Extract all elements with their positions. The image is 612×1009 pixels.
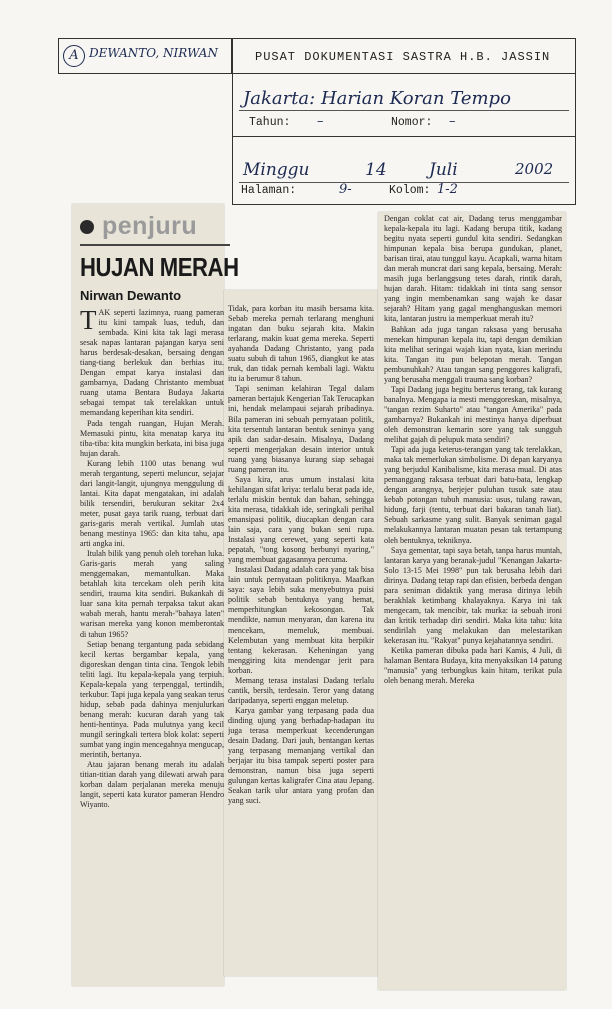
- article-paragraph: Memang terasa instalasi Dadang terlalu cantik, bersih, terdesain. Teror yang datang daripadanya, seperti enggan meletup.: [228, 675, 374, 705]
- article-headline: HUJAN MERAH: [80, 252, 239, 282]
- source-form: [232, 72, 576, 205]
- article-paragraph: Tidak, para korban itu masih bersama kita. Sebab mereka pernah terlarang menghuni ingatan dan buku sejarah kita. Makin terlarang, makin kuat gema mereka. Seperti ayahanda Dadang Christanto, yang pada suatu subuh di tahun 1965, diangkut ke atas truk, dan tidak pernah kembali lagi. Waktu itu ia berumur 8 tahun.: [228, 304, 374, 384]
- article-paragraph: Saya gementar, tapi saya betah, tanpa harus muntah, lantaran karya yang beranak-judul "Kenangan Jakarta-Solo 13-15 Mei 1998" pun tak berusaha lebih dari dirinya. Dadang tetap rapi dan efisien, berbeda dengan para seniman didaktik yang merasa dirinya lebih berakhlak ketimbang khalayaknya. Karya ini tak mengecam, tak mencibir, tak murka: ia sebuah ironi dan kritik terhadap diri sendiri. Maka kita tahu: kita sendirilah yang melakukan dan melestarikan kekerasan itu. "Rakyat" punya kejahatannya sendiri.: [384, 545, 562, 645]
- article-paragraph: Karya gambar yang terpasang pada dua dinding ujung yang berhadap-hadapan itu juga terasa memperkuat kecenderungan desain Dadang. Dari jauh, bentangan kertas yang terpasang memanjang vertikal dan berjajar itu bisa tampak seperti poster para demonstran, namun bisa juga seperti gulungan kertas kaligrafer Cina atau Jepang. Seakan tarik ulur antara yang profan dan yang suci.: [228, 705, 374, 806]
- article-paragraph: [80, 308, 224, 419]
- article-paragraph: Atau jajaran benang merah itu adalah titian-titian darah yang dilewati arwah para korban dalam perjalanan mereka menuju langit, seperti kata kurator pameran Hendro Wiyanto.: [80, 760, 224, 810]
- date-month: Juli: [429, 160, 458, 180]
- kolom-label: Kolom:: [389, 184, 431, 197]
- headline-rule: [80, 244, 230, 246]
- rubric-label: penjuru: [102, 212, 198, 240]
- article-paragraph: Tapi seniman kelahiran Tegal dalam pameran bertajuk Kengerian Tak Terucapkan ini, hendak melampaui sejarah pribadinya. Bila pameran ini sebuah pernyataan politik, kita tersentuh lantaran bentuk seninya yang apik dan sadar-desain. Misalnya, Dadang seperti mengerjakan desain interior untuk ruang yang biasanya kurang siap sebagai ruang pameran itu.: [228, 384, 374, 474]
- source-line: [239, 110, 569, 111]
- paragraph-text: AK seperti lazimnya, ruang pameran itu kini tampak luas, teduh, dan sembada. Kini kita tak lagi merasa sesak napas lantaran pajangan karya seni harus berdesak-desakan, bersaing dengan tiang-tiang berlekuk dan berhias itu. Dengan empat karya instalasi dan gambarnya, Dadang Christanto membuat ruang utama Bentara Budaya Jakarta sebagai tempat tak terelakkan untuk memandang keperihan kita sendiri.: [80, 308, 224, 418]
- archive-title: PUSAT DOKUMENTASI SASTRA H.B. JASSIN: [255, 50, 551, 64]
- date-number: 14: [365, 160, 387, 180]
- article-paragraph: Pada tengah ruangan, Hujan Merah. Memasuki pintu, kita menatap karya itu tiba-tiba: kita mungkin berkata, ini bisa juga hujan darah.: [80, 418, 224, 458]
- article-paragraph: Saya kira, arus umum instalasi kita kehilangan sifat kriya: terlalu berat pada ide, terlalu miskin bentuk dan bahan, sehingga kita merasa, tidakkah ide, seringkali perihal emansipasi politik, diucapkan dengan cara lain saja, cara yang bukan seni rupa. Instalasi yang cerewet, yang seperti kata pepatah, "tong kosong berbunyi nyaring," yang membuat gagasannya percuma.: [228, 474, 374, 565]
- article-column-2: [228, 304, 374, 972]
- tahun-label: Tahun:: [249, 116, 291, 129]
- halaman-label: Halaman:: [241, 184, 297, 197]
- rubric-bullet-icon: [80, 220, 94, 234]
- article-paragraph: Bahkan ada juga tangan raksasa yang berusaha menekan himpunan kepala itu, tapi dengan demikian kita melihat seringai wajah kian nyata, kian merindu kita. Tangan itu pun belepotan merah. Tangan pembunuhkah? Atau tangan sang penggores kaligrafi, yang berusaha menggali trauma sang korban?: [384, 324, 562, 384]
- halaman-value: 9-: [339, 182, 352, 197]
- article-column-1: [80, 308, 224, 980]
- article-paragraph: Ketika pameran dibuka pada hari Kamis, 4 Juli, di halaman Bentara Budaya, kita menyaksikan 14 patung "manusia" yang terbungkus kain hitam, terikat pula oleh benang merah. Mereka: [384, 646, 562, 686]
- source-value: Jakarta: Harian Koran Tempo: [243, 88, 511, 109]
- nomor-label: Nomor:: [391, 116, 433, 129]
- tahun-value: –: [317, 114, 324, 129]
- tahun-line: [233, 136, 575, 137]
- nomor-value: –: [449, 114, 456, 129]
- article-paragraph: Kurang lebih 1100 utas benang wul merah tergantung, seperti meluncur, sejajar dari langit-langit, ujungnya menggulung di lantai. Kita dapat mengatakan, ini adalah bilik tersendiri, berukuran sekitar 2x4 meter, pusat gaya tarik ruang, terbuat dari garis-garis merah vertikal. Jumlah utas benang mestinya 1965: dan kita tahu, apa arti angka ini.: [80, 458, 224, 549]
- archive-title-box: [232, 38, 576, 74]
- article-byline: Nirwan Dewanto: [80, 288, 182, 303]
- article-paragraph: Itulah bilik yang penuh oleh torehan luka. Garis-garis merah yang saling menggemakan, memantulkan. Maka betahlah kita tercekam oleh perih kita sendiri, trauma kita sendiri. Bukankah di luar sana kita pernah terpaksa takut akan wabah merah, hantu merah-"bahaya laten" warisan mereka yang konon memberontak di tahun 1965?: [80, 549, 224, 639]
- tag-letter-circle: A: [63, 45, 85, 67]
- date-day: Minggu: [243, 160, 310, 180]
- date-line: [239, 182, 569, 183]
- author-tag-box: [58, 38, 232, 74]
- article-paragraph: Tapi ada juga keterus-terangan yang tak terelakkan, maka tak memerlukan simbolisme. Di depan karyanya yang berjudul Kanibalisme, kita merasa mual. Di atas pemanggang raksasa terbuat dari batu-bata, lengkap dengan arangnya, berjejer puluhan tusuk sate atau kebab potongan tubuh manusia: usus, tulang rawan, hidung, farji (tentu, terbuat dari bakaran tanah liat). Sebuah sarkasme yang sulit. Banyak seniman gagal melakukannya lantaran muatan pesan tak tertampung oleh bentuknya, tekniknya.: [384, 445, 562, 545]
- date-year: 2002: [515, 160, 554, 178]
- rubric: [80, 212, 197, 241]
- kolom-value: 1-2: [437, 182, 458, 197]
- tag-author-name: DEWANTO, NIRWAN: [89, 46, 218, 60]
- drop-cap: T: [80, 308, 97, 335]
- article-paragraph: Setiap benang tergantung pada sebidang kecil kertas bergambar kepala, yang digoreskan dengan tinta cina. Tengok lebih teliti lagi. Itu kepala-kepala yang terpiuh. Kepala-kepala yang terpenggal, tertindih, terkubur. Tapi juga kepala yang seakan terus hidup, sebab pada dahinya menjulurkan benang merah: kucuran darah yang tak henti-hentinya. Pada mulutnya yang kecil mungil seringkali tertera blok kolat: seperti sumbat yang ingin mencegahnya mengucap, merintih, bertanya.: [80, 639, 224, 760]
- article-paragraph: Tapi Dadang juga begitu berterus terang, tak kurang banalnya. Mengapa ia mesti menggoreskan, misalnya, "tangan rezim Suharto" atau "tangan Amerika" pada gambarnya? Bukankah ini mestinya hanya diperbuat oleh demonstran kemarin sore yang tak sungguh melihat gajah di pelupuk mata sendiri?: [384, 384, 562, 445]
- article-paragraph: Instalasi Dadang adalah cara yang tak bisa lain untuk pernyataan politiknya. Maafkan saya: saya lebih suka menyebutnya puisi politik sebab bentuknya yang hemat, memperhitungkan kekosongan. Tak mendikte, namun menyaran, dan karena itu mencekam, memeluk, membuai. Kelembutan yang membuat kita berpikir tentang kekerasan. Keheningan yang menggiring kita mendengar jerit para korban.: [228, 565, 374, 675]
- article-column-3: [384, 214, 562, 986]
- article-paragraph: Dengan coklat cat air, Dadang terus menggambar kepala-kepala itu lagi. Kadang berupa titik, kadang begitu nyata seperti gundul kita sendiri. Sedangkan himpunan kepala bisa berupa gundukan, planet, barisan tirai, atau tunggul kayu. Acapkali, warna hitam dan merah muncrat dari sang kepala, bersaing. Merah: masih juga berlanggsung tetes darah, rintik darah, hujan darah. Hitam: tidakkah ini tinta sang sensor yang ingin membenamkan sang wajah ke dasar sejarah? Hitam yang gagal menghanguskan memori kita, lantaran justru ia memperkuat merah itu?: [384, 214, 562, 324]
